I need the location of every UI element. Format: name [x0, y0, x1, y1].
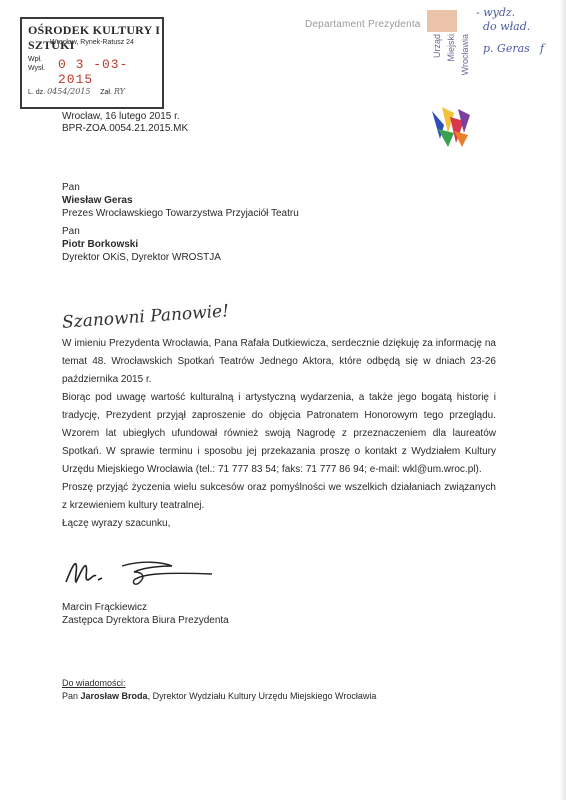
stamp-registry [28, 87, 125, 96]
recipient-2-name: Piotr Borkowski [62, 239, 139, 250]
stamp-date: 0 3 -03- 2015 [58, 57, 129, 87]
body-paragraph-1: W imieniu Prezydenta Wrocławia, Pana Rafała Dutkiewicza, serdecznie dziękuję za informację na temat 48. Wrocławskich Spotkań Teatrów Jednego Aktora, które odbędą się w dniach 23-26 października 2015 r. [62, 338, 496, 385]
stamp-org: OŚRODEK KULTURY I SZTUKI [28, 23, 161, 52]
letter-meta [62, 111, 188, 135]
reference-number: BPR-ZOA.0054.21.2015.MK [62, 123, 189, 134]
recipient-2-salutation: Pan [62, 226, 80, 237]
cc-prefix: Pan [62, 691, 79, 701]
signatory-title: Zastępca Dyrektora Biura Prezydenta [62, 615, 229, 626]
recipient-1-title: Prezes Wrocławskiego Towarzystwa Przyjaciół Teatru [62, 208, 299, 219]
vertical-text-2: Miejski [446, 34, 456, 62]
incoming-stamp [20, 17, 164, 109]
stamp-zal-label: Zał. [100, 89, 112, 96]
handwritten-note-3: p. Geras [483, 42, 530, 55]
cc-block [62, 677, 376, 703]
place-date: Wrocław, 16 lutego 2015 r. [62, 111, 180, 122]
handwritten-note-1: - wydz. [476, 6, 516, 19]
stamp-wysl-label: Wysł. [28, 65, 46, 72]
recipient-1 [62, 181, 299, 220]
handwritten-greeting: Szanowni Panowie! [61, 301, 230, 333]
stamp-wpl-label: Wpł. [28, 56, 42, 63]
stamp-address: Wrocław, Rynek-Ratusz 24 [50, 39, 134, 46]
redaction-mark [427, 10, 457, 32]
wroclaw-logo-icon [428, 103, 472, 149]
recipient-2 [62, 225, 221, 264]
recipient-1-salutation: Pan [62, 182, 80, 193]
scan-edge [560, 0, 566, 800]
stamp-zal-value: RY [113, 87, 125, 96]
cc-rest: , Dyrektor Wydziału Kultury Urzędu Miejskiego Wrocławia [147, 691, 377, 701]
recipient-2-title: Dyrektor OKiS, Dyrektor WROSTJA [62, 252, 221, 263]
closing-line: Łączę wyrazy szacunku, [62, 518, 171, 529]
cc-name: Jarosław Broda [80, 691, 148, 701]
signatory [62, 601, 229, 627]
cc-line [62, 690, 376, 703]
stamp-reg-number: 0454/2015 [47, 87, 91, 96]
handwritten-note-2: do wład. [483, 20, 531, 33]
handwritten-signature [62, 554, 222, 590]
letter-body [62, 335, 496, 533]
recipient-1-name: Wiesław Geras [62, 195, 133, 206]
signatory-name: Marcin Frąckiewicz [62, 602, 148, 613]
vertical-text-1: Urząd [432, 34, 442, 59]
stamp-labels [28, 55, 45, 73]
stamp-reg-prefix: L. dz. [28, 89, 46, 96]
body-paragraph-2: Biorąc pod uwagę wartość kulturalną i artystyczną wydarzenia, a także jego bogatą historię i tradycję, Prezydent przyjął zaproszenie do objęcia Patronatem Honorowym tego przeglądu. Wzorem lat ubiegłych ufundował również swoją Nagrodę z przeznaczeniem dla laureatów Spotkań. W sprawie terminu i sposobu jej przekazania proszę o kontakt z Wydziałem Kultury Urzędu Miejskiego Wrocławia (tel.: 71 777 83 54; faks: 71 777 86 94; e-mail: wkl@um.wroc.pl). [62, 392, 496, 475]
vertical-text-3: Wrocławia [460, 34, 470, 76]
body-paragraph-3: Proszę przyjąć życzenia wielu sukcesów oraz pomyślności we wszelkich działaniach związanych z krzewieniem kultury teatralnej. [62, 482, 496, 511]
handwritten-note-4: f [540, 42, 545, 55]
cc-label: Do wiadomości: [62, 678, 126, 688]
department-header: Departament Prezydenta [305, 19, 421, 30]
